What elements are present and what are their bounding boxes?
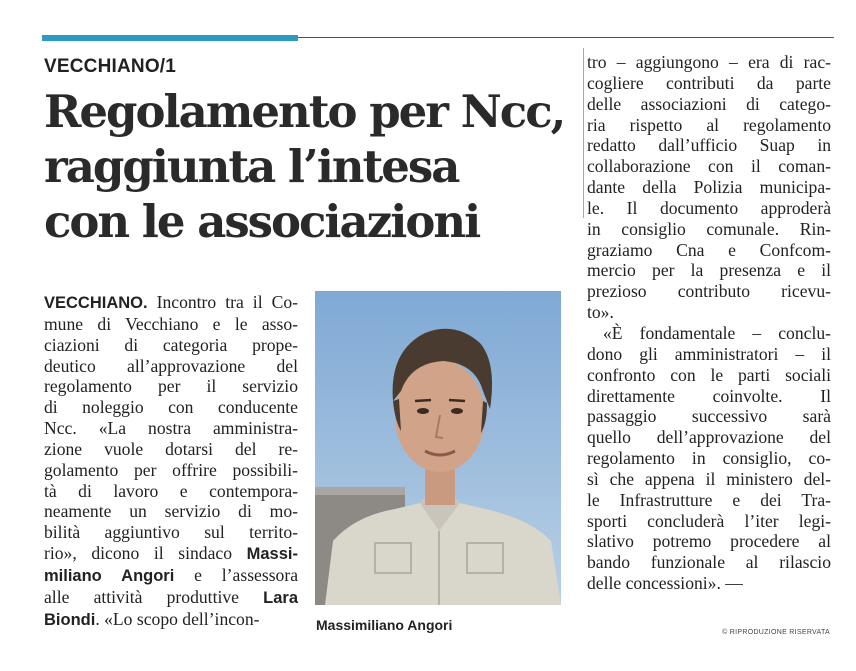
col1-text-run: bilità aggiuntivo sul territo- xyxy=(44,522,298,543)
section-accent-bar xyxy=(42,35,298,41)
col1-line xyxy=(44,587,298,609)
col1-text-run: ciazioni di categoria prope- xyxy=(44,334,298,355)
col1-line xyxy=(44,460,298,481)
col1-text-run: regolamento per il servizio xyxy=(44,376,298,397)
col1-line xyxy=(44,439,298,460)
col1-line xyxy=(44,565,298,587)
col1-line xyxy=(44,481,298,502)
col1-bold-run: miliano Angori xyxy=(44,566,175,585)
col3-line: direttamente coinvolte. Il xyxy=(587,385,831,406)
article-body-column-3 xyxy=(587,52,831,594)
col1-text-run: Incontro tra il Co- xyxy=(147,292,298,312)
col3-line: ria rispetto al regolamento xyxy=(587,114,831,135)
article-body-column-1 xyxy=(44,292,298,631)
col1-bold-run: Lara xyxy=(263,588,298,607)
headline-line-1: Regolamento per Ncc, xyxy=(44,85,565,138)
col1-text-run: mune di Vecchiano e le asso- xyxy=(44,313,298,334)
col1-bold-run: Biondi xyxy=(44,610,96,629)
col1-line xyxy=(44,292,298,314)
portrait-photo xyxy=(315,291,561,605)
column-divider xyxy=(583,48,584,218)
col1-line xyxy=(44,397,298,418)
col1-line xyxy=(44,522,298,543)
col3-line: tro – aggiungono – era di rac- xyxy=(587,52,831,72)
col3-line: regolamento in consiglio, co- xyxy=(587,448,831,469)
col1-line xyxy=(44,356,298,377)
photo-caption: Massimiliano Angori xyxy=(316,617,453,633)
col3-line: bando funzionale al rilascio xyxy=(587,552,831,573)
col1-line xyxy=(44,609,298,631)
col3-line: quello dell’approvazione del xyxy=(587,427,831,448)
col3-line: collaborazione con il coman- xyxy=(587,156,831,177)
col1-line xyxy=(44,418,298,439)
col1-text-run: zione vuole dotarsi del re- xyxy=(44,438,298,459)
article-kicker: VECCHIANO/1 xyxy=(44,56,177,77)
col1-text-run: e l’assessora xyxy=(174,564,299,585)
col3-line: delle associazioni di catego- xyxy=(587,93,831,114)
headline-line-2: raggiunta l’intesa xyxy=(44,140,459,193)
col3-line: slativo potremo procedere al xyxy=(587,531,831,552)
col3-line: confronto con le parti sociali xyxy=(587,364,831,385)
col3-line: redatto dall’ufficio Suap in xyxy=(587,135,831,156)
col3-line: le. Il documento approderà xyxy=(587,197,831,218)
col1-line xyxy=(44,501,298,522)
col3-line: graziamo Cna e Confcom- xyxy=(587,239,831,260)
col3-line: passaggio successivo sarà xyxy=(587,406,831,427)
col3-line: in consiglio comunale. Rin- xyxy=(587,218,831,239)
col1-text-run: Ncc. «La nostra amministra- xyxy=(44,418,298,439)
top-rule xyxy=(298,37,834,38)
portrait-illustration xyxy=(315,291,561,605)
col3-line: «È fondamentale – conclu- xyxy=(603,322,831,343)
col1-line xyxy=(44,314,298,335)
col3-line: le Infrastrutture e dei Tra- xyxy=(587,489,831,510)
col1-text-run: golamento per offrire possibili- xyxy=(44,459,298,480)
col1-line xyxy=(44,376,298,397)
col3-line: to». xyxy=(587,302,614,323)
copyright-notice: © RIPRODUZIONE RISERVATA xyxy=(722,629,830,636)
col3-line: cogliere contributi da parte xyxy=(587,72,831,93)
col3-line: dante della Polizia municipa- xyxy=(587,177,831,198)
headline-line-3: con le associazioni xyxy=(44,195,480,248)
col1-text-run: di noleggio con conducente xyxy=(44,397,298,418)
col1-line xyxy=(44,335,298,356)
col3-line: prezioso contributo ricevu- xyxy=(587,281,831,302)
col1-text-run: alle attività produttive xyxy=(44,586,264,607)
col1-bold-run: Massi- xyxy=(246,545,298,564)
col3-line: mercio per la presenza e il xyxy=(587,260,831,281)
col1-text-run: . «Lo scopo dell’incon- xyxy=(95,608,260,629)
article-headline xyxy=(44,84,574,249)
col1-line xyxy=(44,543,298,565)
col3-line: sì che appena il ministero del- xyxy=(587,468,831,489)
col1-text-run: neamente un servizio di mo- xyxy=(44,501,298,522)
col3-line: sporti concluderà l’iter legi- xyxy=(587,510,831,531)
col1-text-run: deutico all’approvazione del xyxy=(44,355,298,376)
col3-line: delle concessioni». — xyxy=(587,573,743,594)
col1-bold-run: VECCHIANO. xyxy=(44,294,148,312)
col3-line: dono gli amministratori – il xyxy=(587,343,831,364)
col1-text-run: rio», dicono il sindaco xyxy=(44,543,247,564)
col1-text-run: tà di lavoro e contempora- xyxy=(44,480,298,501)
